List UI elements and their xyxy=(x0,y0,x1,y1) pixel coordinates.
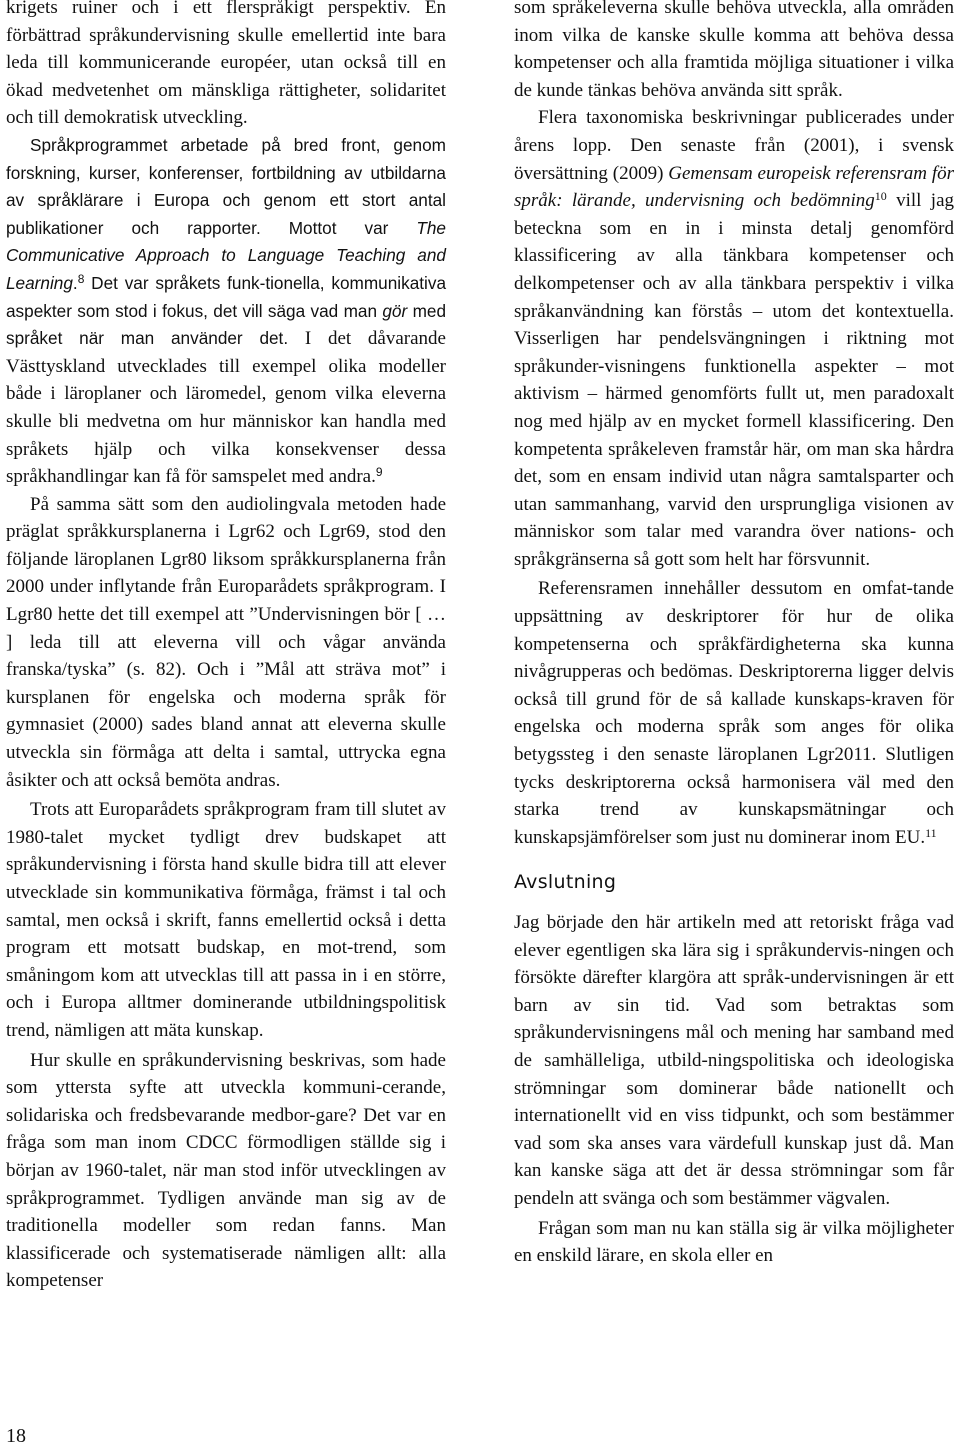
paragraph-text: med språket när man använder det. xyxy=(6,300,446,349)
paragraph: som språkeleverna skulle behöva utveckla, alla områden inom vilka de kanske skulle komma att behöva dessa kompetenser och alla framtida möjliga situationer i vilka de kunde tänkas behöva använda sitt språk. xyxy=(514,0,954,101)
paragraph xyxy=(514,575,954,851)
paragraph: Frågan som man nu kan ställa sig är vilka möjligheter en enskild lärare, en skola eller en xyxy=(514,1217,954,1267)
paragraph: krigets ruiner och i ett flerspråkigt perspektiv. En förbättrad språkundervisning skulle emellertid inte bara leda till kommunicerande européer, utan också till en ökad medvetenhet om mänskliga rättigheter, solidaritet och till demokratisk utveckling. xyxy=(6,0,446,129)
publication-title: Gemensam europeisk referensram för språk: lärande, undervisning och bedömning xyxy=(514,162,955,212)
footnote-marker: 9 xyxy=(375,465,383,480)
emphasis: gör xyxy=(382,300,408,321)
paragraph: På samma sätt som den audiolingvala metoden hade präglat språkkursplanerna i Lgr62 och Lgr69, stod den följande läroplanen Lgr80 liksom språkkursplanerna från 2000 under inflytande från Europarådets språkprogram. I Lgr80 hette det till exempel att ”Undervisningen bör [ … ] leda till att eleverna vill och vågar använda franska/tyska” (s. 82). Och i ”Mål att sträva mot” i kursplanen för engelska och moderna språk för gymnasiet (2000) sades bland annat att eleverna skulle utveckla sin förmåga att delta i samtal, uttrycka egna åsikter och att också bemöta andras. xyxy=(6,493,446,791)
paragraph-text: . xyxy=(72,272,78,293)
right-column xyxy=(514,0,954,1270)
paragraph: Jag började den här artikeln med att retoriskt fråga vad elever egentligen ska lära sig i språkundervis-ningen och försökte därefter klargöra att språk-undervisningen är ett barn av sin tid. Vad som betraktas som språkundervisningens mål och mening har samband med de samhälleliga, utbild-ningspolitiska och ideologiska strömningar som dominerar både nationellt och internationellt vid en viss tidpunkt, och som bestämmer vad som ska anses vara värdefull kunskap just då. Man kan kanske säga att det är dessa strömningar som får pendeln att svänga och som bestämmer vägvalen. xyxy=(514,912,954,1209)
publication-title: The Communicative Approach to Language Teaching and Learning xyxy=(6,217,446,293)
footnote-marker: 8 xyxy=(77,271,85,286)
footnote-marker: 10 xyxy=(874,189,887,204)
paragraph-text: Språkprogrammet arbetade på bred front, genom forskning, kurser, konferenser, fortbildning av utbildarna av språklärare i Europa och genom ett stort antal publikationer och rapporter. Mottot var xyxy=(6,134,446,238)
paragraph xyxy=(6,132,446,491)
left-column xyxy=(6,0,446,1295)
footnote-marker: 11 xyxy=(925,825,937,840)
paragraph-text: I det dåvarande Västtyskland utvecklades till exempel olika modeller både i läroplaner och läromedel, genom vilka eleverna skulle bli medvetna om hur människor kan handla med språkets hjälp och vilka konsekvenser dessa språkhandlingar kan få för samspelet med andra. xyxy=(6,328,446,488)
paragraph: Hur skulle en språkundervisning beskrivas, som hade som yttersta syfte att utveckla kommuni-cerande, solidariska och fredsbevarande medbor-gare? Det var en fråga som man inom CDCC förmodligen ställde sig i början av 1960-talet, när man stod inför utvecklingen av språkprogrammet. Tydligen använde man sig av de traditionella modeller som redan fanns. Man klassificerade och systematiserade nämligen allt: alla kompetenser xyxy=(6,1049,446,1292)
paragraph-text: Referensramen innehåller dessutom en omfat-tande uppsättning av deskriptorer för hur de olika kompetenserna och språkfärdigheterna ska kunna nivågrupperas och bedömas. Deskriptorerna ligger delvis också till grund för de så kallade kunskaps-kraven för engelska och moderna språk som anges för olika betygssteg i den senaste läroplanen Lgr2011. Slutligen tycks deskriptorerna också harmonisera väl med den starka trend av kunskapsmätningar och kunskapsjämförelser som just nu dominerar inom EU. xyxy=(514,578,954,848)
paragraph-text: Det var språkets funk-tionella, kommunikativa aspekter som stod i fokus, det vill säga vad man xyxy=(6,272,446,321)
page-number: 18 xyxy=(6,1425,26,1447)
paragraph-text: Flera taxonomiska beskrivningar publicerades under årens lopp. Den senaste från (2001), i svensk översättning (2009) xyxy=(514,107,954,184)
section-heading: Avslutning xyxy=(514,871,617,894)
paragraph xyxy=(514,104,954,573)
paragraph-text: vill jag beteckna som en in i minsta detalj genomförd klassificering av alla tänkbara kompetenser och delkompetenser och av alla tänkbara perspektiv i vilka språkanvändning kan förstås – utom det kontextuella. Visserligen har pendelsvängningen i riktning mot språkunder-visningens funktionella aspekter – mot aktivism – härmed genomförts fullt ut, men paradoxalt nog med hjälp av en mycket formell klassificering. Den kompetenta språkeleven framstår här, om man ska hårdra det, som en ensam individ utan några samtalsparter och utan sammanhang, varvid den ursprungliga visionen av människor som talar med varandra över nations- och språkgränserna så gott som helt har försvunnit. xyxy=(514,190,954,570)
paragraph: Trots att Europarådets språkprogram fram till slutet av 1980-talet mycket tydligt drev budskapet att språkundervisning i första hand skulle bidra till att elever utvecklade sin kommunikativa förmåga, främst i tal och samtal, men också i skrift, fanns emellertid också i detta program ett motsatt budskap, en mot-trend, som småningom kom att utvecklas till att passa in i en större, och i Europa alltmer dominerande utbildningspolitisk trend, nämligen att mäta kunskap. xyxy=(6,799,446,1041)
